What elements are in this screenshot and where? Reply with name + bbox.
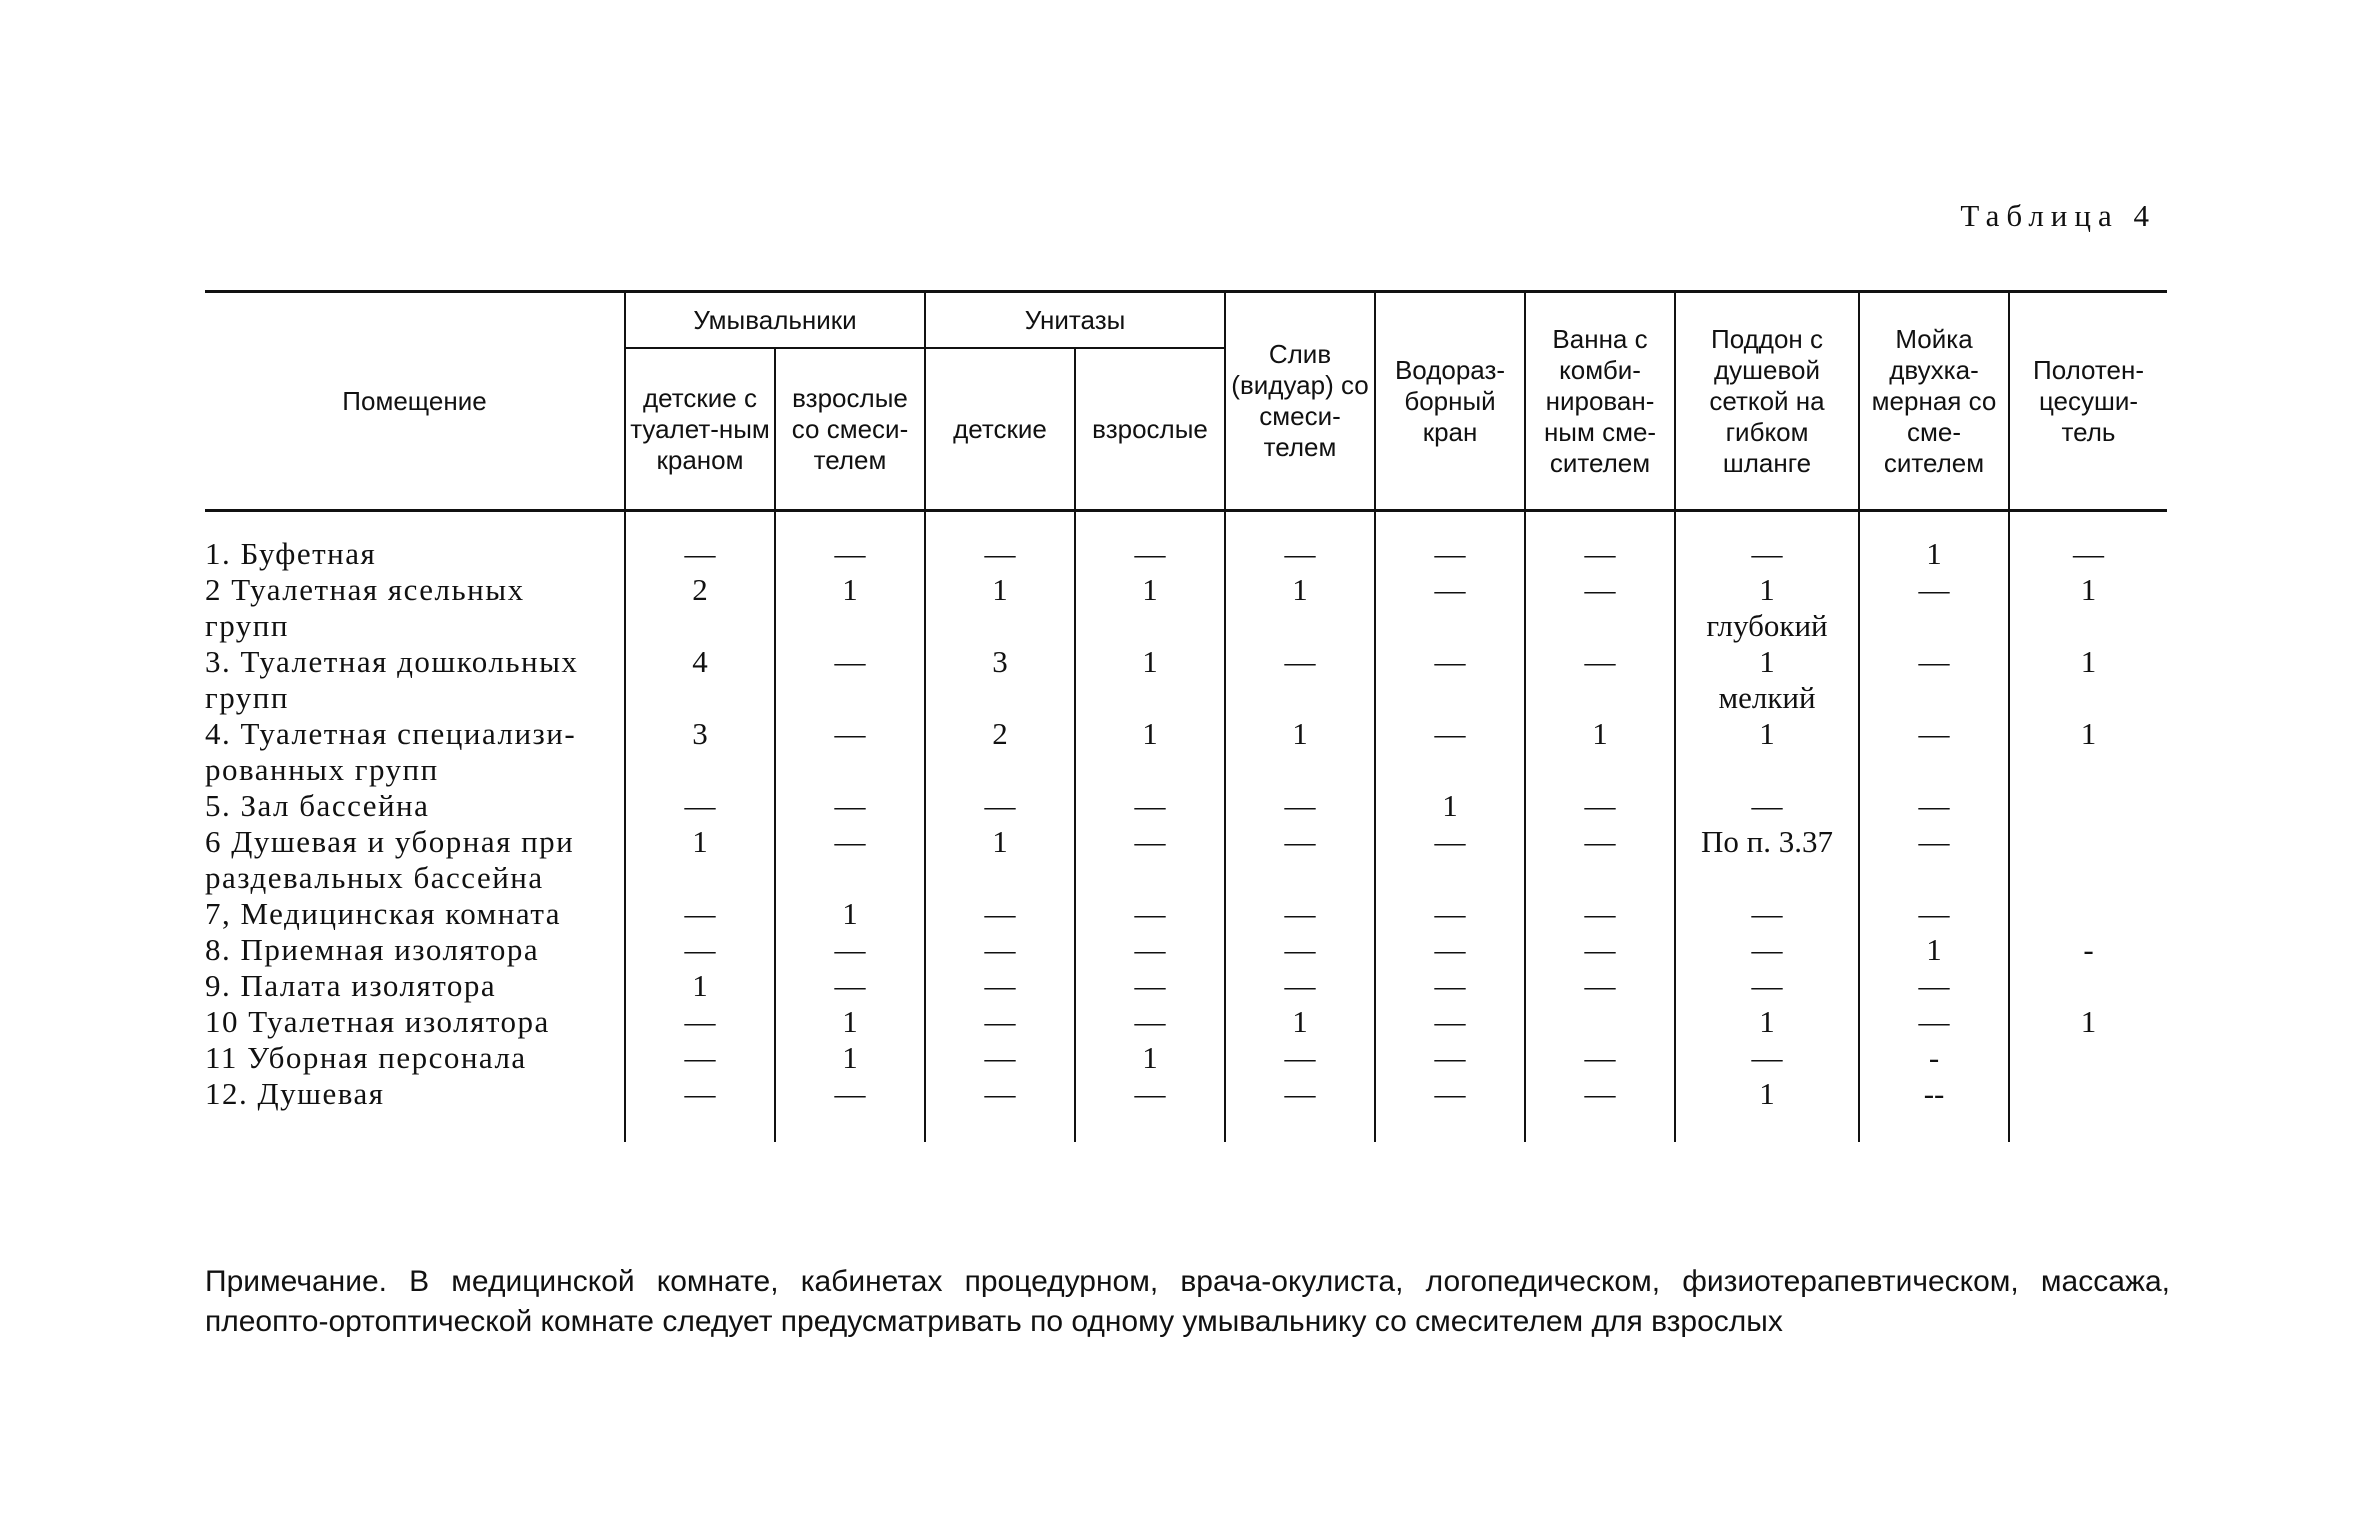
table-cell: — <box>1859 968 2009 1004</box>
table-row <box>205 1076 2167 1142</box>
room-name-cell: 10 Туалетная изолятора <box>205 1004 550 1039</box>
table-cell <box>1075 680 1225 716</box>
room-name-cell: групп <box>205 680 289 715</box>
table-cell: 1 <box>625 968 775 1004</box>
table-cell: — <box>1225 824 1375 860</box>
table-cell: — <box>1075 788 1225 824</box>
table-cell <box>1225 680 1375 716</box>
table-cell: — <box>925 788 1075 824</box>
table-cell <box>1859 680 2009 716</box>
table-cell: — <box>1675 896 1859 932</box>
table-cell: 1 <box>1075 1040 1225 1076</box>
table-cell <box>625 860 775 896</box>
table-cell <box>1859 752 2009 788</box>
table-cell: 2 <box>925 716 1075 752</box>
room-name-cell: 7, Медицинская комната <box>205 896 562 931</box>
table-cell: — <box>1075 824 1225 860</box>
table-cell: 1 <box>925 572 1075 608</box>
table-cell: — <box>1859 716 2009 752</box>
table-cell <box>1675 860 1859 896</box>
table-row <box>205 860 2167 896</box>
table-cell: — <box>1375 1040 1525 1076</box>
table-cell: — <box>1525 572 1675 608</box>
table-cell <box>1075 752 1225 788</box>
table-cell: — <box>1859 644 2009 680</box>
header-sink: Мойка двухка-мерная со сме-сителем <box>1859 292 2009 511</box>
table-cell: -- <box>1859 1076 2009 1142</box>
table-cell: — <box>625 1004 775 1040</box>
table-cell: 1 <box>775 1004 925 1040</box>
table-cell <box>1375 680 1525 716</box>
table-cell: — <box>775 824 925 860</box>
table-cell: — <box>1525 896 1675 932</box>
table-body <box>205 511 2167 1143</box>
table-row <box>205 824 2167 860</box>
room-name-cell: раздевальных бассейна <box>205 860 544 895</box>
table-cell: — <box>1225 932 1375 968</box>
table-row <box>205 608 2167 644</box>
table-cell: 1 <box>2009 572 2167 608</box>
table-cell <box>1225 752 1375 788</box>
table-cell: 3 <box>625 716 775 752</box>
table-cell: — <box>1675 788 1859 824</box>
table-cell: — <box>1225 644 1375 680</box>
table-cell: — <box>625 1040 775 1076</box>
table-cell: — <box>1675 968 1859 1004</box>
table-cell: 1 <box>1375 788 1525 824</box>
room-name-cell: 6 Душевая и уборная при <box>205 824 575 859</box>
table-cell <box>1375 860 1525 896</box>
table-cell: 1 <box>1675 1004 1859 1040</box>
table-cell <box>625 608 775 644</box>
table-cell: 1 <box>775 572 925 608</box>
table-cell: 2 <box>625 572 775 608</box>
table-cell <box>775 608 925 644</box>
table-cell: — <box>1525 1076 1675 1142</box>
table-cell: 1 <box>925 824 1075 860</box>
room-name-cell: 12. Душевая <box>205 1076 385 1111</box>
table-cell: — <box>1859 572 2009 608</box>
table-cell: — <box>775 968 925 1004</box>
table-cell: — <box>1859 1004 2009 1040</box>
room-name-cell: 3. Туалетная дошкольных <box>205 644 579 679</box>
table-cell: 1 <box>775 1040 925 1076</box>
table-cell: 1 <box>1859 932 2009 968</box>
table-cell: 1 <box>1225 1004 1375 1040</box>
table-cell <box>1225 608 1375 644</box>
table-cell <box>1525 860 1675 896</box>
table-row <box>205 680 2167 716</box>
table-cell: — <box>1075 932 1225 968</box>
table-cell <box>925 680 1075 716</box>
table-cell: — <box>1525 1040 1675 1076</box>
table-cell <box>1675 752 1859 788</box>
room-name-cell: 5. Зал бассейна <box>205 788 430 823</box>
table-cell: — <box>1225 1040 1375 1076</box>
table-cell: — <box>1225 536 1375 572</box>
table-cell: — <box>1075 536 1225 572</box>
table-cell: — <box>1375 716 1525 752</box>
room-name-cell: 1. Буфетная <box>205 536 377 571</box>
table-cell: — <box>1525 788 1675 824</box>
header-toilet-child: детские <box>925 348 1075 511</box>
table-cell <box>2009 1076 2167 1142</box>
table-cell: 1 <box>775 896 925 932</box>
table-cell: — <box>1375 896 1525 932</box>
room-name-cell: 2 Туалетная ясельных <box>205 572 525 607</box>
table-cell <box>1525 752 1675 788</box>
table-cell: — <box>1375 536 1525 572</box>
table-row <box>205 644 2167 680</box>
table-cell: — <box>1525 536 1675 572</box>
table-cell: — <box>1675 536 1859 572</box>
table-cell <box>2009 1040 2167 1076</box>
table-cell: — <box>925 1076 1075 1142</box>
table-cell: — <box>1525 968 1675 1004</box>
table-cell: 1 <box>1525 716 1675 752</box>
table-cell: — <box>1225 788 1375 824</box>
table-cell <box>775 680 925 716</box>
table-cell: — <box>1675 932 1859 968</box>
room-name-cell: групп <box>205 608 289 643</box>
table-cell <box>1375 752 1525 788</box>
table-cell <box>925 752 1075 788</box>
table-header <box>205 292 2167 511</box>
table-caption: Таблица 4 <box>1960 198 2156 233</box>
table-cell: — <box>1225 896 1375 932</box>
table-cell <box>2009 752 2167 788</box>
table-cell <box>1525 680 1675 716</box>
plumbing-table <box>205 290 2167 1142</box>
table-cell: — <box>925 1040 1075 1076</box>
table-row <box>205 572 2167 608</box>
table-cell: — <box>925 1004 1075 1040</box>
table-row <box>205 788 2167 824</box>
table-cell: — <box>1525 644 1675 680</box>
table-cell <box>625 752 775 788</box>
room-name-cell: рованных групп <box>205 752 439 787</box>
table-cell: — <box>775 716 925 752</box>
table-row <box>205 1004 2167 1040</box>
table-cell: — <box>775 932 925 968</box>
table-cell: — <box>1075 1004 1225 1040</box>
table-cell: — <box>1225 1076 1375 1142</box>
table-cell: - <box>2009 932 2167 968</box>
table-cell: — <box>625 1076 775 1142</box>
header-toilets: Унитазы <box>925 292 1225 349</box>
table-cell <box>2009 608 2167 644</box>
table-cell <box>625 680 775 716</box>
room-name-cell: 8. Приемная изолятора <box>205 932 540 967</box>
table-cell <box>2009 680 2167 716</box>
table-cell <box>2009 860 2167 896</box>
table-cell: — <box>1075 968 1225 1004</box>
table-row <box>205 536 2167 572</box>
table-cell: — <box>625 536 775 572</box>
table-cell: — <box>1375 968 1525 1004</box>
table-cell <box>775 752 925 788</box>
table-cell: 1 <box>625 824 775 860</box>
table-cell: 1 <box>1075 572 1225 608</box>
table-cell: — <box>2009 536 2167 572</box>
table-cell: — <box>1375 644 1525 680</box>
header-drain: Слив (видуар) со смеси-телем <box>1225 292 1375 511</box>
table-cell <box>1075 860 1225 896</box>
table-cell <box>775 860 925 896</box>
table-cell <box>1525 608 1675 644</box>
table-cell: — <box>1859 896 2009 932</box>
header-room: Помещение <box>205 292 625 511</box>
table-cell <box>925 608 1075 644</box>
table-cell: 1 <box>2009 1004 2167 1040</box>
table-cell: 1 <box>1675 1076 1859 1142</box>
table-cell <box>2009 824 2167 860</box>
table-cell: 1 <box>2009 716 2167 752</box>
table-cell: — <box>1375 572 1525 608</box>
table-cell: мелкий <box>1675 680 1859 716</box>
table-cell: — <box>925 896 1075 932</box>
table-cell <box>1075 608 1225 644</box>
table-row <box>205 896 2167 932</box>
table-cell <box>1859 608 2009 644</box>
table-cell <box>1225 860 1375 896</box>
table-cell: 1 <box>1675 716 1859 752</box>
table-cell: глубокий <box>1675 608 1859 644</box>
header-toilet-adult: взрослые <box>1075 348 1225 511</box>
table-cell: 4 <box>625 644 775 680</box>
table-cell <box>1375 608 1525 644</box>
table-cell: — <box>1075 896 1225 932</box>
table-cell: 1 <box>1075 716 1225 752</box>
table-cell <box>2009 968 2167 1004</box>
table-cell: 1 <box>1859 536 2009 572</box>
table-cell: 1 <box>1675 644 1859 680</box>
table-cell <box>1859 860 2009 896</box>
table-cell: — <box>1525 824 1675 860</box>
table-cell: — <box>775 644 925 680</box>
room-name-cell: 4. Туалетная специализи- <box>205 716 577 751</box>
table-cell: 1 <box>2009 644 2167 680</box>
table-cell: 1 <box>1225 716 1375 752</box>
header-washbasin-child: детские с туалет-ным краном <box>625 348 775 511</box>
table-cell: — <box>925 536 1075 572</box>
table-cell: 1 <box>1075 644 1225 680</box>
table-cell: — <box>775 536 925 572</box>
table-cell: — <box>625 788 775 824</box>
table-cell: — <box>1859 824 2009 860</box>
table-cell: 3 <box>925 644 1075 680</box>
table-row <box>205 932 2167 968</box>
table-cell: — <box>625 932 775 968</box>
table-cell <box>2009 896 2167 932</box>
table-row <box>205 716 2167 752</box>
table-cell: — <box>1375 1004 1525 1040</box>
table-cell <box>925 860 1075 896</box>
table-cell: 1 <box>1225 572 1375 608</box>
table-cell: — <box>775 1076 925 1142</box>
table-cell: — <box>775 788 925 824</box>
table-row <box>205 968 2167 1004</box>
header-bath: Ванна с комби-нирован-ным сме-сителем <box>1525 292 1675 511</box>
header-washbasins: Умывальники <box>625 292 925 349</box>
table-row <box>205 1040 2167 1076</box>
table-cell: — <box>625 896 775 932</box>
table-cell: - <box>1859 1040 2009 1076</box>
table-cell: — <box>925 932 1075 968</box>
table-cell: По п. 3.37 <box>1675 824 1859 860</box>
table-cell: — <box>1375 932 1525 968</box>
table-cell: — <box>1375 824 1525 860</box>
table-note: Примечание. В медицинской комнате, кабинетах процедурном, врача-окулиста, логопедическом, физиотерапевтическом, массажа, плеопто-ортоптической комнате следует предусматривать по одному умывальнику со смесителем для взрослых <box>205 1265 2170 1338</box>
table-cell: 1 <box>1675 572 1859 608</box>
table-cell <box>2009 788 2167 824</box>
table-row <box>205 752 2167 788</box>
table-cell: — <box>1075 1076 1225 1142</box>
table-cell: — <box>1675 1040 1859 1076</box>
header-towel-dryer: Полотен-цесуши-тель <box>2009 292 2167 511</box>
table-cell: — <box>1525 932 1675 968</box>
room-name-cell: 9. Палата изолятора <box>205 968 497 1003</box>
table-cell <box>1525 1004 1675 1040</box>
header-shower-tray: Поддон с душевой сеткой на гибком шланге <box>1675 292 1859 511</box>
table-cell: — <box>1859 788 2009 824</box>
header-water-tap: Водораз-борный кран <box>1375 292 1525 511</box>
header-washbasin-adult: взрослые со смеси-телем <box>775 348 925 511</box>
table-cell: — <box>1375 1076 1525 1142</box>
table-cell: — <box>925 968 1075 1004</box>
table-cell: — <box>1225 968 1375 1004</box>
room-name-cell: 11 Уборная персонала <box>205 1040 527 1075</box>
